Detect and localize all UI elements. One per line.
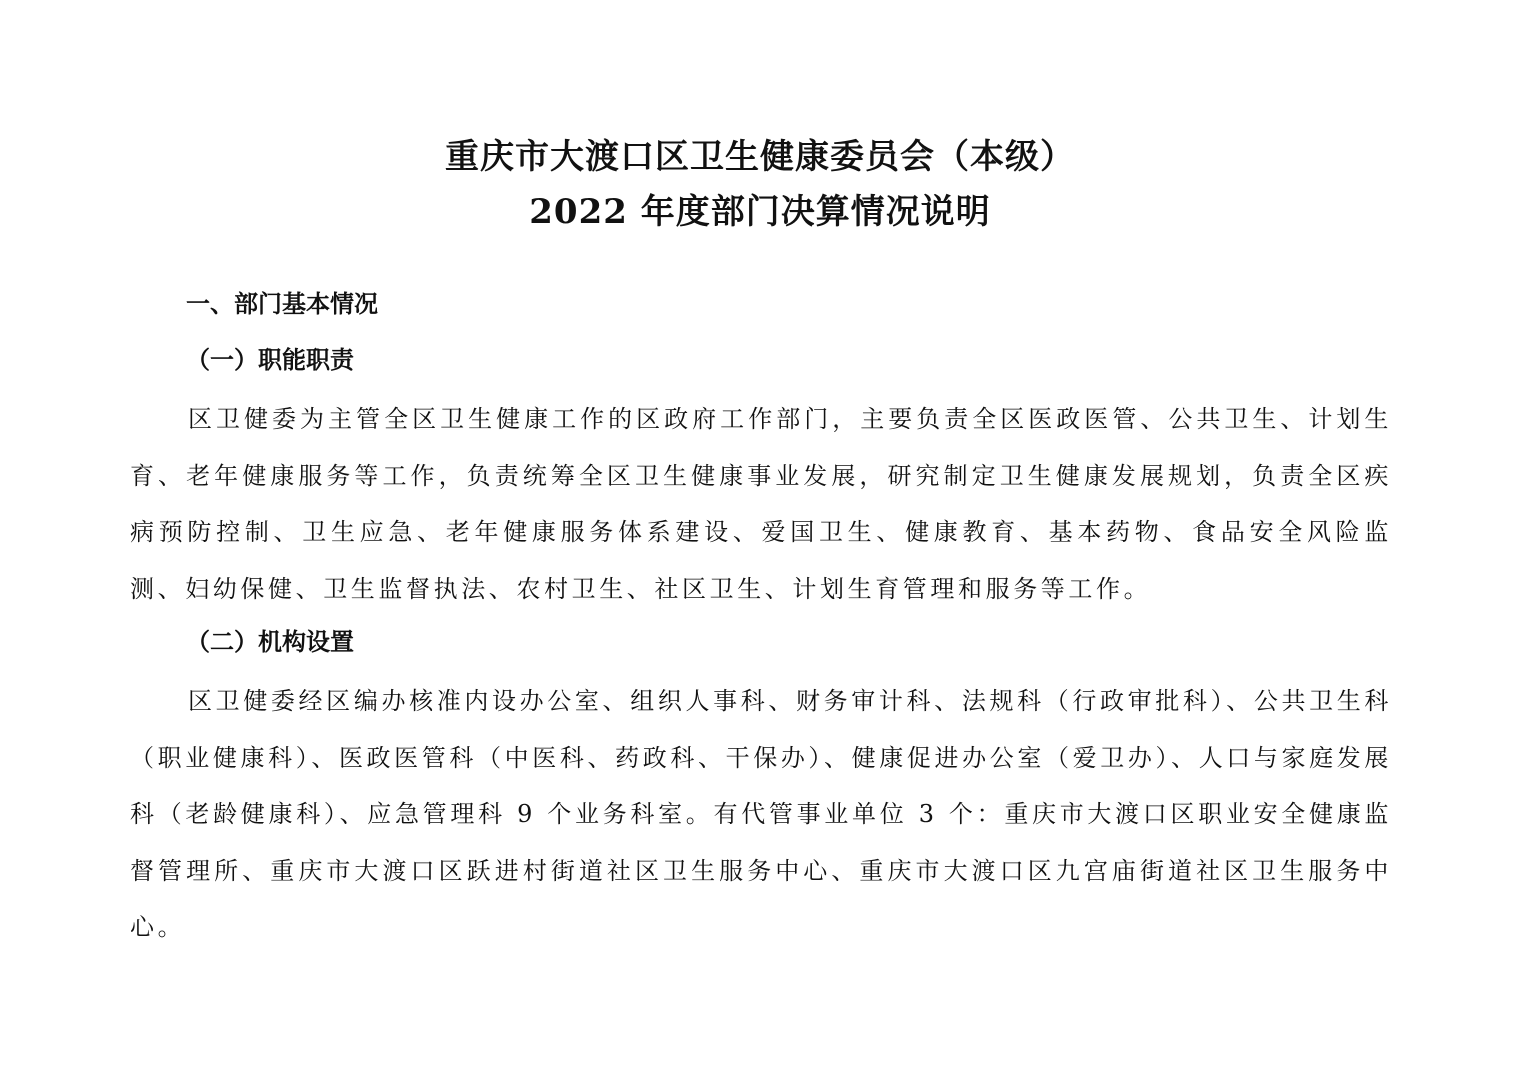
section-heading-basic-info: 一、部门基本情况	[186, 289, 378, 318]
paragraph-functions: 区卫健委为主管全区卫生健康工作的区政府工作部门，主要负责全区医政医管、公共卫生、计划生育、老年健康服务等工作，负责统筹全区卫生健康事业发展，研究制定卫生健康发展规划，负责全区疾病预防控制、卫生应急、老年健康服务体系建设、爱国卫生、健康教育、基本药物、食品安全风险监测、妇幼保健、卫生监督执法、农村卫生、社区卫生、计划生育管理和服务等工作。	[130, 405, 1392, 603]
paragraph-organization: 区卫健委经区编办核准内设办公室、组织人事科、财务审计科、法规科（行政审批科）、公共卫生科（职业健康科）、医政医管科（中医科、药政科、干保办）、健康促进办公室（爱卫办）、人口与家庭发展科（老龄健康科）、应急管理科 9 个业务科室。有代管事业单位 3 个：重庆市大渡口区职业安全健康监督管理所、重庆市大渡口区跃进村街道社区卫生服务中心、重庆市大渡口区九宫庙街道社区卫生服务中心。	[130, 687, 1392, 941]
document-title-line2: 2022 年度部门决算情况说明	[529, 192, 991, 232]
subsection-heading-functions: （一）职能职责	[186, 345, 354, 374]
document-title-line1: 重庆市大渡口区卫生健康委员会（本级）	[445, 137, 1075, 177]
subsection-heading-organization: （二）机构设置	[186, 627, 354, 656]
